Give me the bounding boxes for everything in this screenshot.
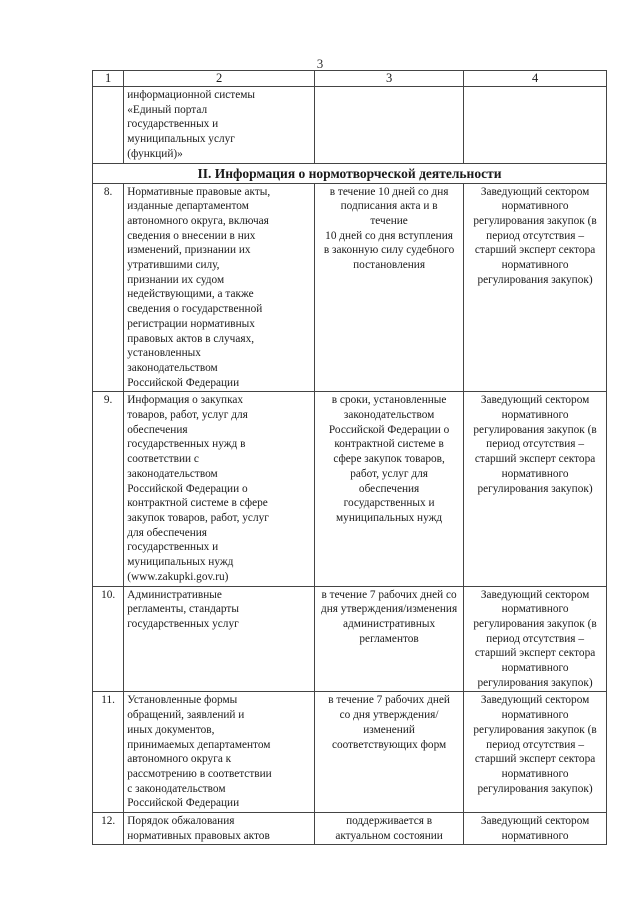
row-responsible: Заведующий сектором нормативного регулирования закупок (в период отсутствия – старший эксперт сектора нормативного регулирования закупок) — [464, 183, 607, 392]
row-info: Нормативные правовые акты, изданные департаментом автономного округа, включая сведения о внесении в них изменений, признании их утратившими силу, признании их судом недействующими, а также сведения о государственной регистрации нормативных правовых актов в случаях, установленных законодательством Российской Федерации — [124, 183, 315, 392]
row-info: Порядок обжалования нормативных правовых актов — [124, 813, 315, 845]
table-row — [93, 183, 607, 392]
carryover-resp-cell — [464, 87, 607, 164]
row-responsible: Заведующий сектором нормативного — [464, 813, 607, 845]
carryover-info-cell: информационной системы «Единый портал государственных и муниципальных услуг (функций)» — [124, 87, 315, 164]
row-info: Установленные формы обращений, заявлений и иных документов, принимаемых департаментом автономного округа к рассмотрению в соответствии с законодательством Российской Федерации — [124, 692, 315, 813]
carryover-term-cell — [315, 87, 464, 164]
row-responsible: Заведующий сектором нормативного регулирования закупок (в период отсутствия – старший эксперт сектора нормативного регулирования закупок) — [464, 692, 607, 813]
table-row — [93, 813, 607, 845]
row-info: Административные регламенты, стандарты государственных услуг — [124, 586, 315, 692]
column-number-3: 3 — [315, 71, 464, 87]
table-row — [93, 392, 607, 586]
row-info: Информация о закупках товаров, работ, услуг для обеспечения государственных нужд в соответствии с законодательством Российской Федерации о контрактной системе в сфере закупок товаров, работ, услуг для обеспечения государственных и муниципальных нужд (www.zakupki.gov.ru) — [124, 392, 315, 586]
section-title-row — [93, 163, 607, 183]
row-term: в течение 10 дней со дня подписания акта и в течение 10 дней со дня вступления в законную силу судебного постановления — [315, 183, 464, 392]
row-number: 11. — [93, 692, 124, 813]
row-responsible: Заведующий сектором нормативного регулирования закупок (в период отсутствия – старший эксперт сектора нормативного регулирования закупок) — [464, 392, 607, 586]
column-number-2: 2 — [124, 71, 315, 87]
row-term: в сроки, установленные законодательством Российской Федерации о контрактной системе в сфере закупок товаров, работ, услуг для обеспечения государственных и муниципальных нужд — [315, 392, 464, 586]
row-number: 8. — [93, 183, 124, 392]
row-number: 12. — [93, 813, 124, 845]
row-term: в течение 7 рабочих дней со дня утверждения/ изменений соответствующих форм — [315, 692, 464, 813]
row-term: в течение 7 рабочих дней со дня утверждения/изменения административных регламентов — [315, 586, 464, 692]
carryover-num-cell — [93, 87, 124, 164]
row-number: 9. — [93, 392, 124, 586]
table-row — [93, 586, 607, 692]
information-table — [92, 70, 607, 845]
section-title: II. Информация о нормотворческой деятельности — [93, 163, 607, 183]
column-number-4: 4 — [464, 71, 607, 87]
column-number-header-row — [93, 71, 607, 87]
carryover-row — [93, 87, 607, 164]
page-number: 3 — [316, 56, 324, 71]
column-number-1: 1 — [93, 71, 124, 87]
row-responsible: Заведующий сектором нормативного регулирования закупок (в период отсутствия – старший эксперт сектора нормативного регулирования закупок) — [464, 586, 607, 692]
table-row — [93, 692, 607, 813]
row-term: поддерживается в актуальном состоянии — [315, 813, 464, 845]
row-number: 10. — [93, 586, 124, 692]
